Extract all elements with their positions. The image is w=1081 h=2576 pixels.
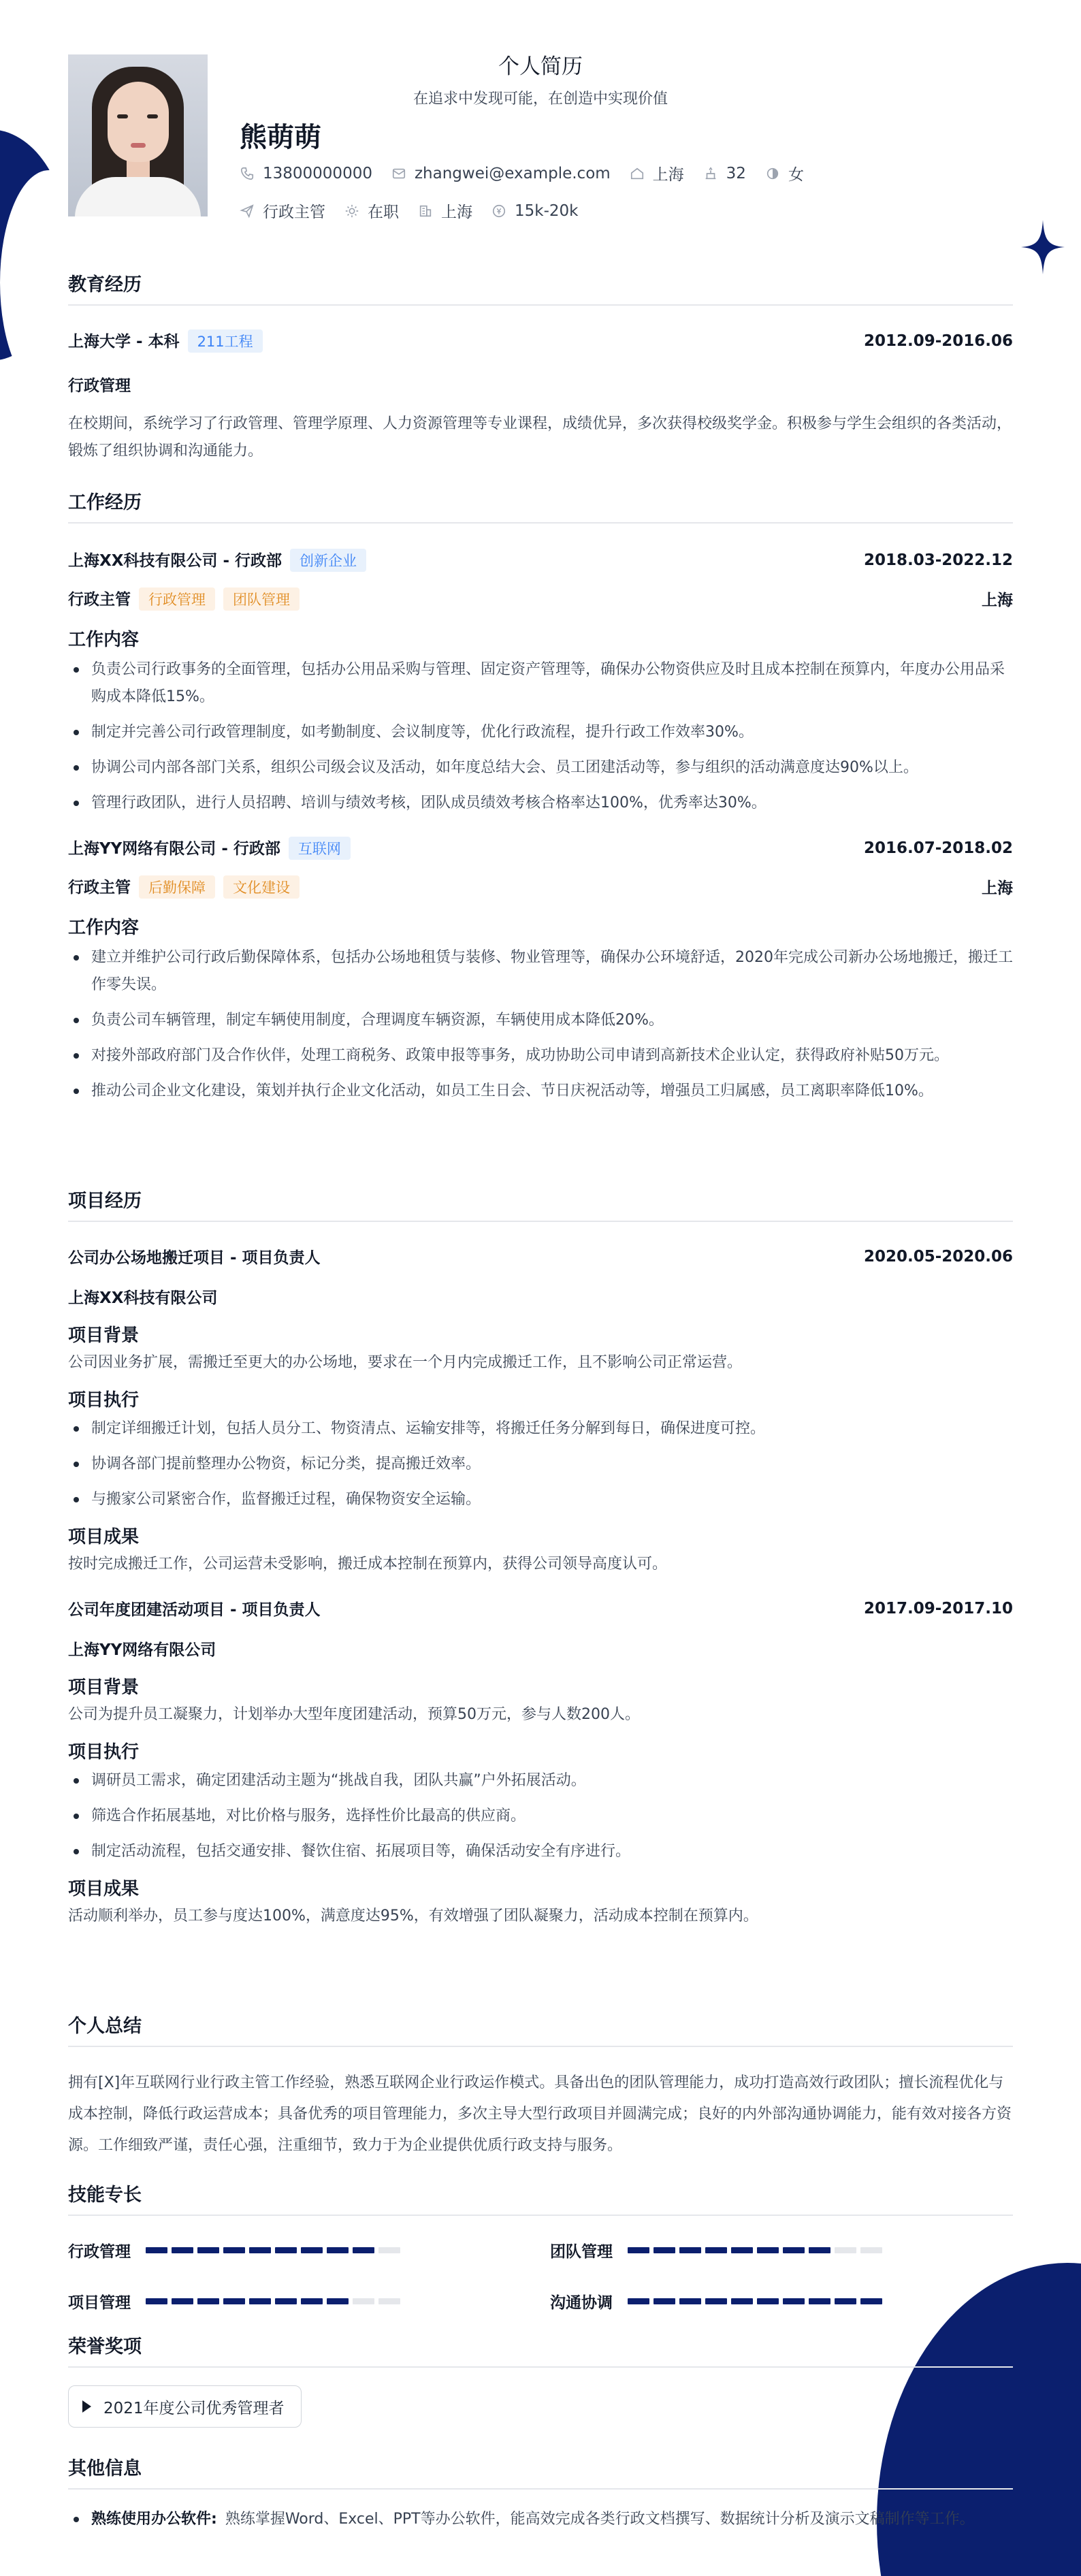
job-intent-row	[240, 199, 597, 222]
content-label: 工作内容	[68, 630, 140, 650]
execution-label: 项目执行	[68, 1390, 140, 1411]
email-item	[391, 165, 611, 182]
skill-segment	[172, 2298, 193, 2304]
phone-value: 13800000000	[263, 164, 372, 182]
company-name: 上海XX科技有限公司 - 行政部	[68, 552, 283, 570]
page-title: 个人简历	[498, 54, 583, 79]
education-section	[68, 270, 1013, 465]
skill-segment	[809, 2298, 830, 2304]
skill-segment	[197, 2298, 219, 2304]
gender-icon	[765, 166, 780, 181]
skill-segment	[835, 2247, 856, 2253]
skill-segment	[835, 2298, 856, 2304]
age-value: 32	[726, 164, 746, 182]
skill-segment	[249, 2247, 271, 2253]
projects-section	[68, 1186, 1013, 1930]
phone-icon	[240, 166, 255, 181]
section-title: 技能专长	[68, 2180, 1013, 2216]
job-period: 2016.07-2018.02	[863, 839, 1013, 857]
project-background: 公司因业务扩展，需搬迁至更大的办公场地，要求在一个月内完成搬迁工作，且不影响公司正常运营。	[68, 1354, 743, 1371]
skill-segment	[679, 2298, 701, 2304]
job-period: 2018.03-2022.12	[863, 551, 1013, 569]
skill-tag: 行政管理	[139, 587, 215, 611]
status-icon	[344, 204, 359, 219]
other-label: 熟练使用办公软件:	[91, 2511, 217, 2528]
award-label: 2021年度公司优秀管理者	[103, 2399, 285, 2417]
skill-segment	[783, 2247, 805, 2253]
award-item	[68, 2385, 302, 2428]
awards-section	[68, 2332, 1013, 2428]
skill-level-bar	[628, 2247, 886, 2253]
skill-segment	[146, 2247, 167, 2253]
skill-segment	[860, 2247, 882, 2253]
list-item: 调研员工需求，确定团建活动主题为“挑战自我，团队共赢”户外拓展活动。	[68, 1767, 1013, 1794]
skill-segment	[378, 2298, 400, 2304]
skills-section	[68, 2180, 1013, 2313]
summary-text: 拥有[X]年互联网行业行政主管工作经验，熟悉互联网企业行政运作模式。具备出色的团队管理能力，成功打造高效行政团队；擅长流程优化与成本控制，降低行政运营成本；具备优秀的项目管理能力，多次主导大型行政项目并圆满完成；良好的内外部沟通协调能力，能有效对接各方资源。工作细致严谨，责任心强，注重细节，致力于为企业提供优质行政支持与服务。	[68, 2074, 1012, 2154]
company-tag: 互联网	[289, 837, 351, 860]
project-header	[68, 1597, 1013, 1620]
section-title: 教育经历	[68, 270, 1013, 306]
school-tag: 211工程	[188, 329, 263, 353]
project-header	[68, 1245, 1013, 1268]
skill-tag: 文化建设	[223, 875, 300, 899]
skill-segment	[327, 2247, 349, 2253]
education-period: 2012.09-2016.06	[863, 332, 1013, 350]
skill-item	[550, 2239, 1013, 2261]
education-header	[68, 329, 1013, 353]
list-item: 筛选合作拓展基地，对比价格与服务，选择性价比最高的供应商。	[68, 1803, 1013, 1830]
list-item: 负责公司行政事务的全面管理，包括办公用品采购与管理、固定资产管理等，确保办公物资供应及时且成本控制在预算内，年度办公用品采购成本降低15%。	[68, 656, 1013, 711]
list-item: 负责公司车辆管理，制定车辆使用制度，合理调度车辆资源，车辆使用成本降低20%。	[68, 1007, 1013, 1034]
content-label: 工作内容	[68, 918, 140, 938]
skill-segment	[378, 2247, 400, 2253]
project-name: 公司年度团建活动项目 - 项目负责人	[68, 1601, 321, 1619]
company-tag: 创新企业	[290, 549, 366, 572]
gender-item	[765, 162, 804, 184]
job-entry	[68, 548, 1013, 817]
other-list	[68, 2506, 1007, 2533]
skill-segment	[146, 2298, 167, 2304]
home-icon	[630, 166, 645, 181]
position-value: 行政主管	[263, 204, 325, 221]
project-period: 2017.09-2017.10	[863, 1599, 1013, 1617]
result-label: 项目成果	[68, 1527, 140, 1547]
job-role-row	[68, 587, 1013, 611]
job-role: 行政主管	[68, 591, 131, 609]
result-label: 项目成果	[68, 1879, 140, 1899]
list-item: 对接外部政府部门及合作伙伴，处理工商税务、政策申报等事务，成功协助公司申请到高新技术企业认定，获得政府补贴50万元。	[68, 1042, 1013, 1069]
skill-segment	[654, 2298, 675, 2304]
skill-segment	[223, 2247, 245, 2253]
skill-item	[68, 2239, 550, 2261]
project-background: 公司为提升员工凝聚力，计划举办大型年度团建活动，预算50万元，参与人数200人。	[68, 1706, 640, 1723]
background-label: 项目背景	[68, 1677, 140, 1698]
education-description: 在校期间，系统学习了行政管理、管理学原理、人力资源管理等专业课程，成绩优异，多次获得校级奖学金。积极参与学生会组织的各类活动，锻炼了组织协调和沟通能力。	[68, 415, 1012, 460]
job-header	[68, 836, 1013, 860]
email-value: zhangwei@example.com	[414, 164, 611, 182]
skill-segment	[860, 2298, 882, 2304]
project-company: 上海XX科技有限公司	[68, 1289, 218, 1307]
skill-segment	[275, 2247, 297, 2253]
skill-name: 团队管理	[550, 2243, 613, 2261]
project-entry	[68, 1597, 1013, 1930]
skill-segment	[757, 2247, 779, 2253]
section-title: 个人总结	[68, 2011, 1013, 2047]
skill-segment	[705, 2298, 727, 2304]
resume-header	[68, 0, 1013, 272]
skill-level-bar	[628, 2298, 886, 2304]
skill-segment	[249, 2298, 271, 2304]
project-entry	[68, 1245, 1013, 1578]
skill-segment	[301, 2298, 323, 2304]
school-name: 上海大学 - 本科	[68, 333, 180, 351]
skill-segment	[353, 2298, 374, 2304]
skill-segment	[783, 2298, 805, 2304]
star-decoration	[1021, 220, 1065, 274]
skill-name: 行政管理	[68, 2243, 131, 2261]
job-entry	[68, 836, 1013, 1105]
background-label: 项目背景	[68, 1325, 140, 1346]
other-section	[68, 2453, 1013, 2541]
age-item	[703, 165, 746, 182]
status-value: 在职	[368, 204, 399, 221]
skill-name: 沟通协调	[550, 2294, 613, 2312]
list-item: 建立并维护公司行政后勤保障体系，包括办公场地租赁与装修、物业管理等，确保办公环境舒适，2020年完成公司新办公场地搬迁，搬迁工作零失误。	[68, 944, 1013, 999]
salary-icon	[491, 204, 506, 219]
job-city: 上海	[982, 880, 1013, 897]
salary-value: 15k-20k	[515, 202, 579, 220]
email-icon	[391, 166, 406, 181]
list-item: 制定活动流程，包括交通安排、餐饮住宿、拓展项目等，确保活动安全有序进行。	[68, 1838, 1013, 1865]
project-period: 2020.05-2020.06	[863, 1247, 1013, 1266]
project-result: 按时完成搬迁工作，公司运营未受影响，搬迁成本控制在预算内，获得公司领导高度认可。	[68, 1556, 668, 1573]
skills-grid	[68, 2239, 1013, 2313]
skill-tag: 团队管理	[223, 587, 300, 611]
list-item: 管理行政团队，进行人员招聘、培训与绩效考核，团队成员绩效考核合格率达100%，优秀率达30%。	[68, 790, 1013, 817]
skill-segment	[172, 2247, 193, 2253]
list-item: 推动公司企业文化建设，策划并执行企业文化活动，如员工生日会、节日庆祝活动等，增强员工归属感，员工离职率降低10%。	[68, 1078, 1013, 1105]
position-item	[240, 199, 325, 222]
company-name: 上海YY网络有限公司 - 行政部	[68, 840, 280, 858]
job-city: 上海	[982, 592, 1013, 609]
job-header	[68, 548, 1013, 572]
project-execution	[68, 1767, 1013, 1865]
list-item: 制定详细搬迁计划，包括人员分工、物资清点、运输安排等，将搬迁任务分解到每日，确保进度可控。	[68, 1415, 1013, 1443]
section-title: 项目经历	[68, 1186, 1013, 1222]
skill-level-bar	[146, 2298, 404, 2304]
slogan: 在追求中发现可能，在创造中实现价值	[413, 91, 668, 108]
skill-segment	[628, 2247, 649, 2253]
skill-segment	[353, 2247, 374, 2253]
skill-segment	[327, 2298, 349, 2304]
project-name: 公司办公场地搬迁项目 - 项目负责人	[68, 1249, 321, 1267]
send-icon	[240, 204, 255, 219]
skill-item	[550, 2290, 1013, 2313]
building-icon	[418, 204, 433, 219]
project-result: 活动顺利举办，员工参与度达100%，满意度达95%，有效增强了团队凝聚力，活动成本控制在预算内。	[68, 1907, 758, 1925]
age-icon	[703, 166, 718, 181]
candidate-name: 熊萌萌	[240, 122, 321, 153]
section-title: 其他信息	[68, 2453, 1013, 2490]
section-title: 荣誉奖项	[68, 2332, 1013, 2368]
skill-segment	[731, 2298, 753, 2304]
skill-segment	[654, 2247, 675, 2253]
skill-segment	[223, 2298, 245, 2304]
section-title: 工作经历	[68, 487, 1013, 524]
major: 行政管理	[68, 377, 131, 395]
skill-segment	[679, 2247, 701, 2253]
location-item	[630, 162, 684, 184]
list-item: 协调各部门提前整理办公物资，标记分类，提高搬迁效率。	[68, 1451, 1013, 1478]
list-item	[68, 2506, 1007, 2533]
skill-item	[68, 2290, 550, 2313]
skill-level-bar	[146, 2247, 404, 2253]
job-role-row	[68, 875, 1013, 899]
list-item: 协调公司内部各部门关系，组织公司级会议及活动，如年度总结大会、员工团建活动等，参与组织的活动满意度达90%以上。	[68, 754, 1013, 782]
skill-name: 项目管理	[68, 2294, 131, 2312]
skill-segment	[731, 2247, 753, 2253]
skill-segment	[301, 2247, 323, 2253]
project-company: 上海YY网络有限公司	[68, 1641, 216, 1659]
project-execution	[68, 1415, 1013, 1513]
contact-row	[240, 162, 823, 184]
list-item: 与搬家公司紧密合作，监督搬迁过程，确保物资安全运输。	[68, 1486, 1013, 1513]
triangle-icon	[82, 2400, 91, 2413]
gender-value: 女	[788, 166, 804, 184]
summary-section	[68, 2011, 1013, 2161]
work-section	[68, 487, 1013, 1113]
skill-segment	[275, 2298, 297, 2304]
phone-item	[240, 165, 372, 182]
other-text: 熟练掌握Word、Excel、PPT等办公软件，能高效完成各类行政文档撰写、数据统计分析及演示文稿制作等工作。	[225, 2511, 975, 2528]
salary-item	[491, 202, 578, 220]
skill-segment	[197, 2247, 219, 2253]
job-duties	[68, 656, 1013, 817]
skill-segment	[705, 2247, 727, 2253]
execution-label: 项目执行	[68, 1742, 140, 1762]
location-value: 上海	[652, 166, 684, 184]
skill-segment	[757, 2298, 779, 2304]
job-duties	[68, 944, 1013, 1105]
status-item	[344, 199, 399, 222]
job-role: 行政主管	[68, 879, 131, 897]
city-value: 上海	[441, 204, 472, 221]
skill-segment	[809, 2247, 830, 2253]
skill-tag: 后勤保障	[139, 875, 215, 899]
city-item	[418, 199, 472, 222]
skill-segment	[628, 2298, 649, 2304]
list-item: 制定并完善公司行政管理制度，如考勤制度、会议制度等，优化行政流程，提升行政工作效率30%。	[68, 719, 1013, 746]
